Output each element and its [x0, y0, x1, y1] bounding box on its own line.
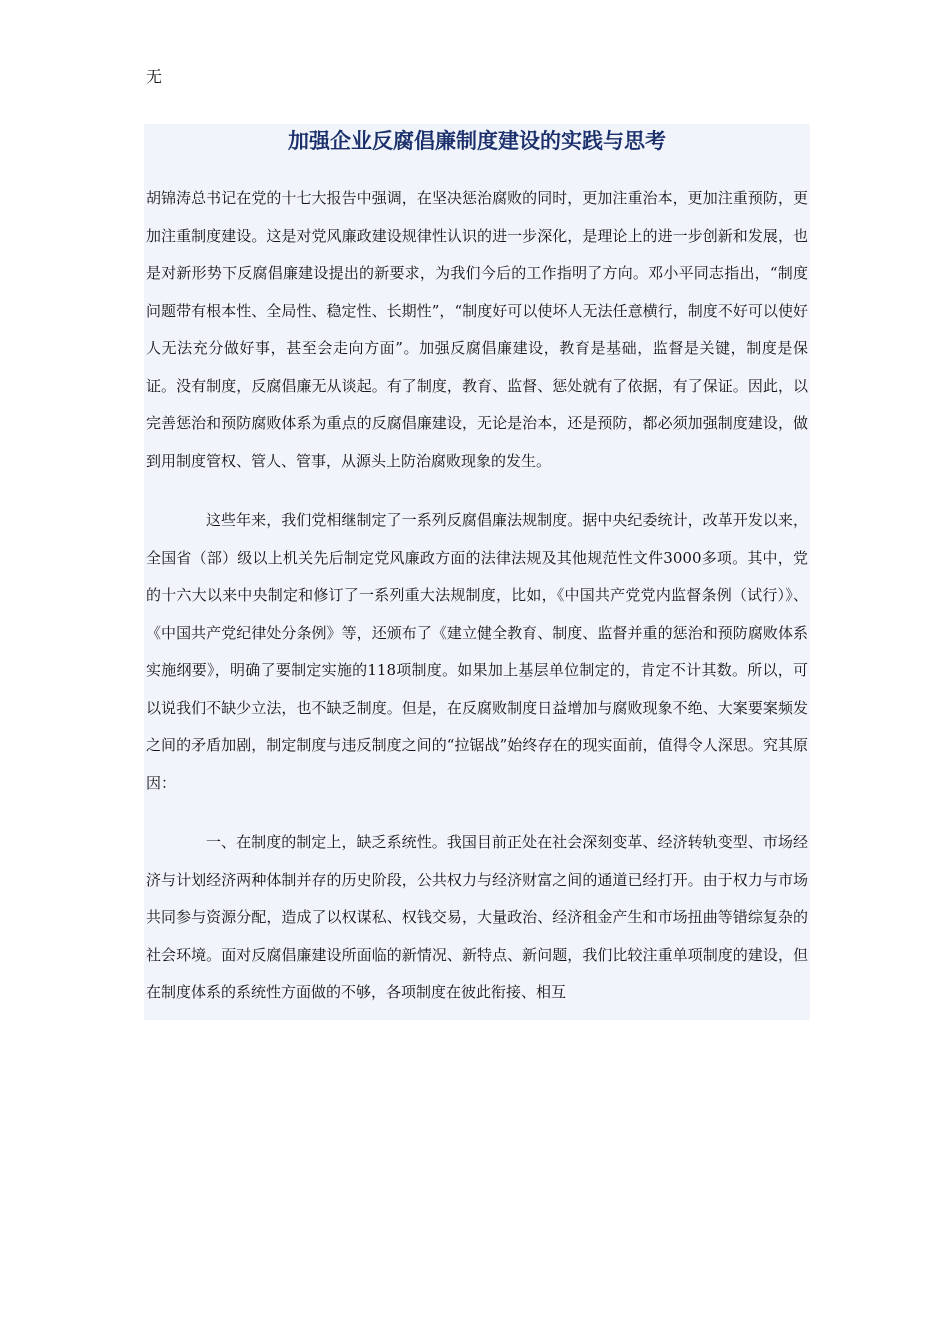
header-note: 无	[146, 67, 163, 86]
paragraph-2: 这些年来，我们党相继制定了一系列反腐倡廉法规制度。据中央纪委统计，改革开发以来，全国省（部）级以上机关先后制定党风廉政方面的法律法规及其他规范性文件3000多项。其中，党的十六大以来中央制定和修订了一系列重大法规制度，比如，《中国共产党党内监督条例（试行）》、《中国共产党纪律处分条例》等，还颁布了《建立健全教育、制度、监督并重的惩治和预防腐败体系实施纲要》，明确了要制定实施的118项制度。如果加上基层单位制定的，肯定不计其数。所以，可以说我们不缺少立法，也不缺乏制度。但是，在反腐败制度日益增加与腐败现象不绝、大案要案频发之间的矛盾加剧，制定制度与违反制度之间的“拉锯战”始终存在的现实面前，值得令人深思。究其原因：	[146, 511, 808, 792]
article-title: 加强企业反腐倡廉制度建设的实践与思考	[288, 128, 666, 153]
paragraph-3: 一、在制度的制定上，缺乏系统性。我国目前正处在社会深刻变革、经济转轨变型、市场经济与计划经济两种体制并存的历史阶段，公共权力与经济财富之间的通道已经打开。由于权力与市场共同参与资源分配，造成了以权谋私、权钱交易，大量政治、经济租金产生和市场扭曲等错综复杂的社会环境。面对反腐倡廉建设所面临的新情况、新特点、新问题，我们比较注重单项制度的建设，但在制度体系的系统性方面做的不够，各项制度在彼此衔接、相互	[146, 833, 808, 1001]
paragraph-1: 胡锦涛总书记在党的十七大报告中强调，在坚决惩治腐败的同时，更加注重治本，更加注重预防，更加注重制度建设。这是对党风廉政建设规律性认识的进一步深化，是理论上的进一步创新和发展，也是对新形势下反腐倡廉建设提出的新要求，为我们今后的工作指明了方向。邓小平同志指出，“制度问题带有根本性、全局性、稳定性、长期性”，“制度好可以使坏人无法任意横行，制度不好可以使好人无法充分做好事，甚至会走向方面”。加强反腐倡廉建设，教育是基础，监督是关键，制度是保证。没有制度，反腐倡廉无从谈起。有了制度，教育、监督、惩处就有了依据，有了保证。因此，以完善惩治和预防腐败体系为重点的反腐倡廉建设，无论是治本，还是预防，都必须加强制度建设，做到用制度管权、管人、管事，从源头上防治腐败现象的发生。	[146, 189, 808, 470]
article-body	[144, 124, 810, 1020]
